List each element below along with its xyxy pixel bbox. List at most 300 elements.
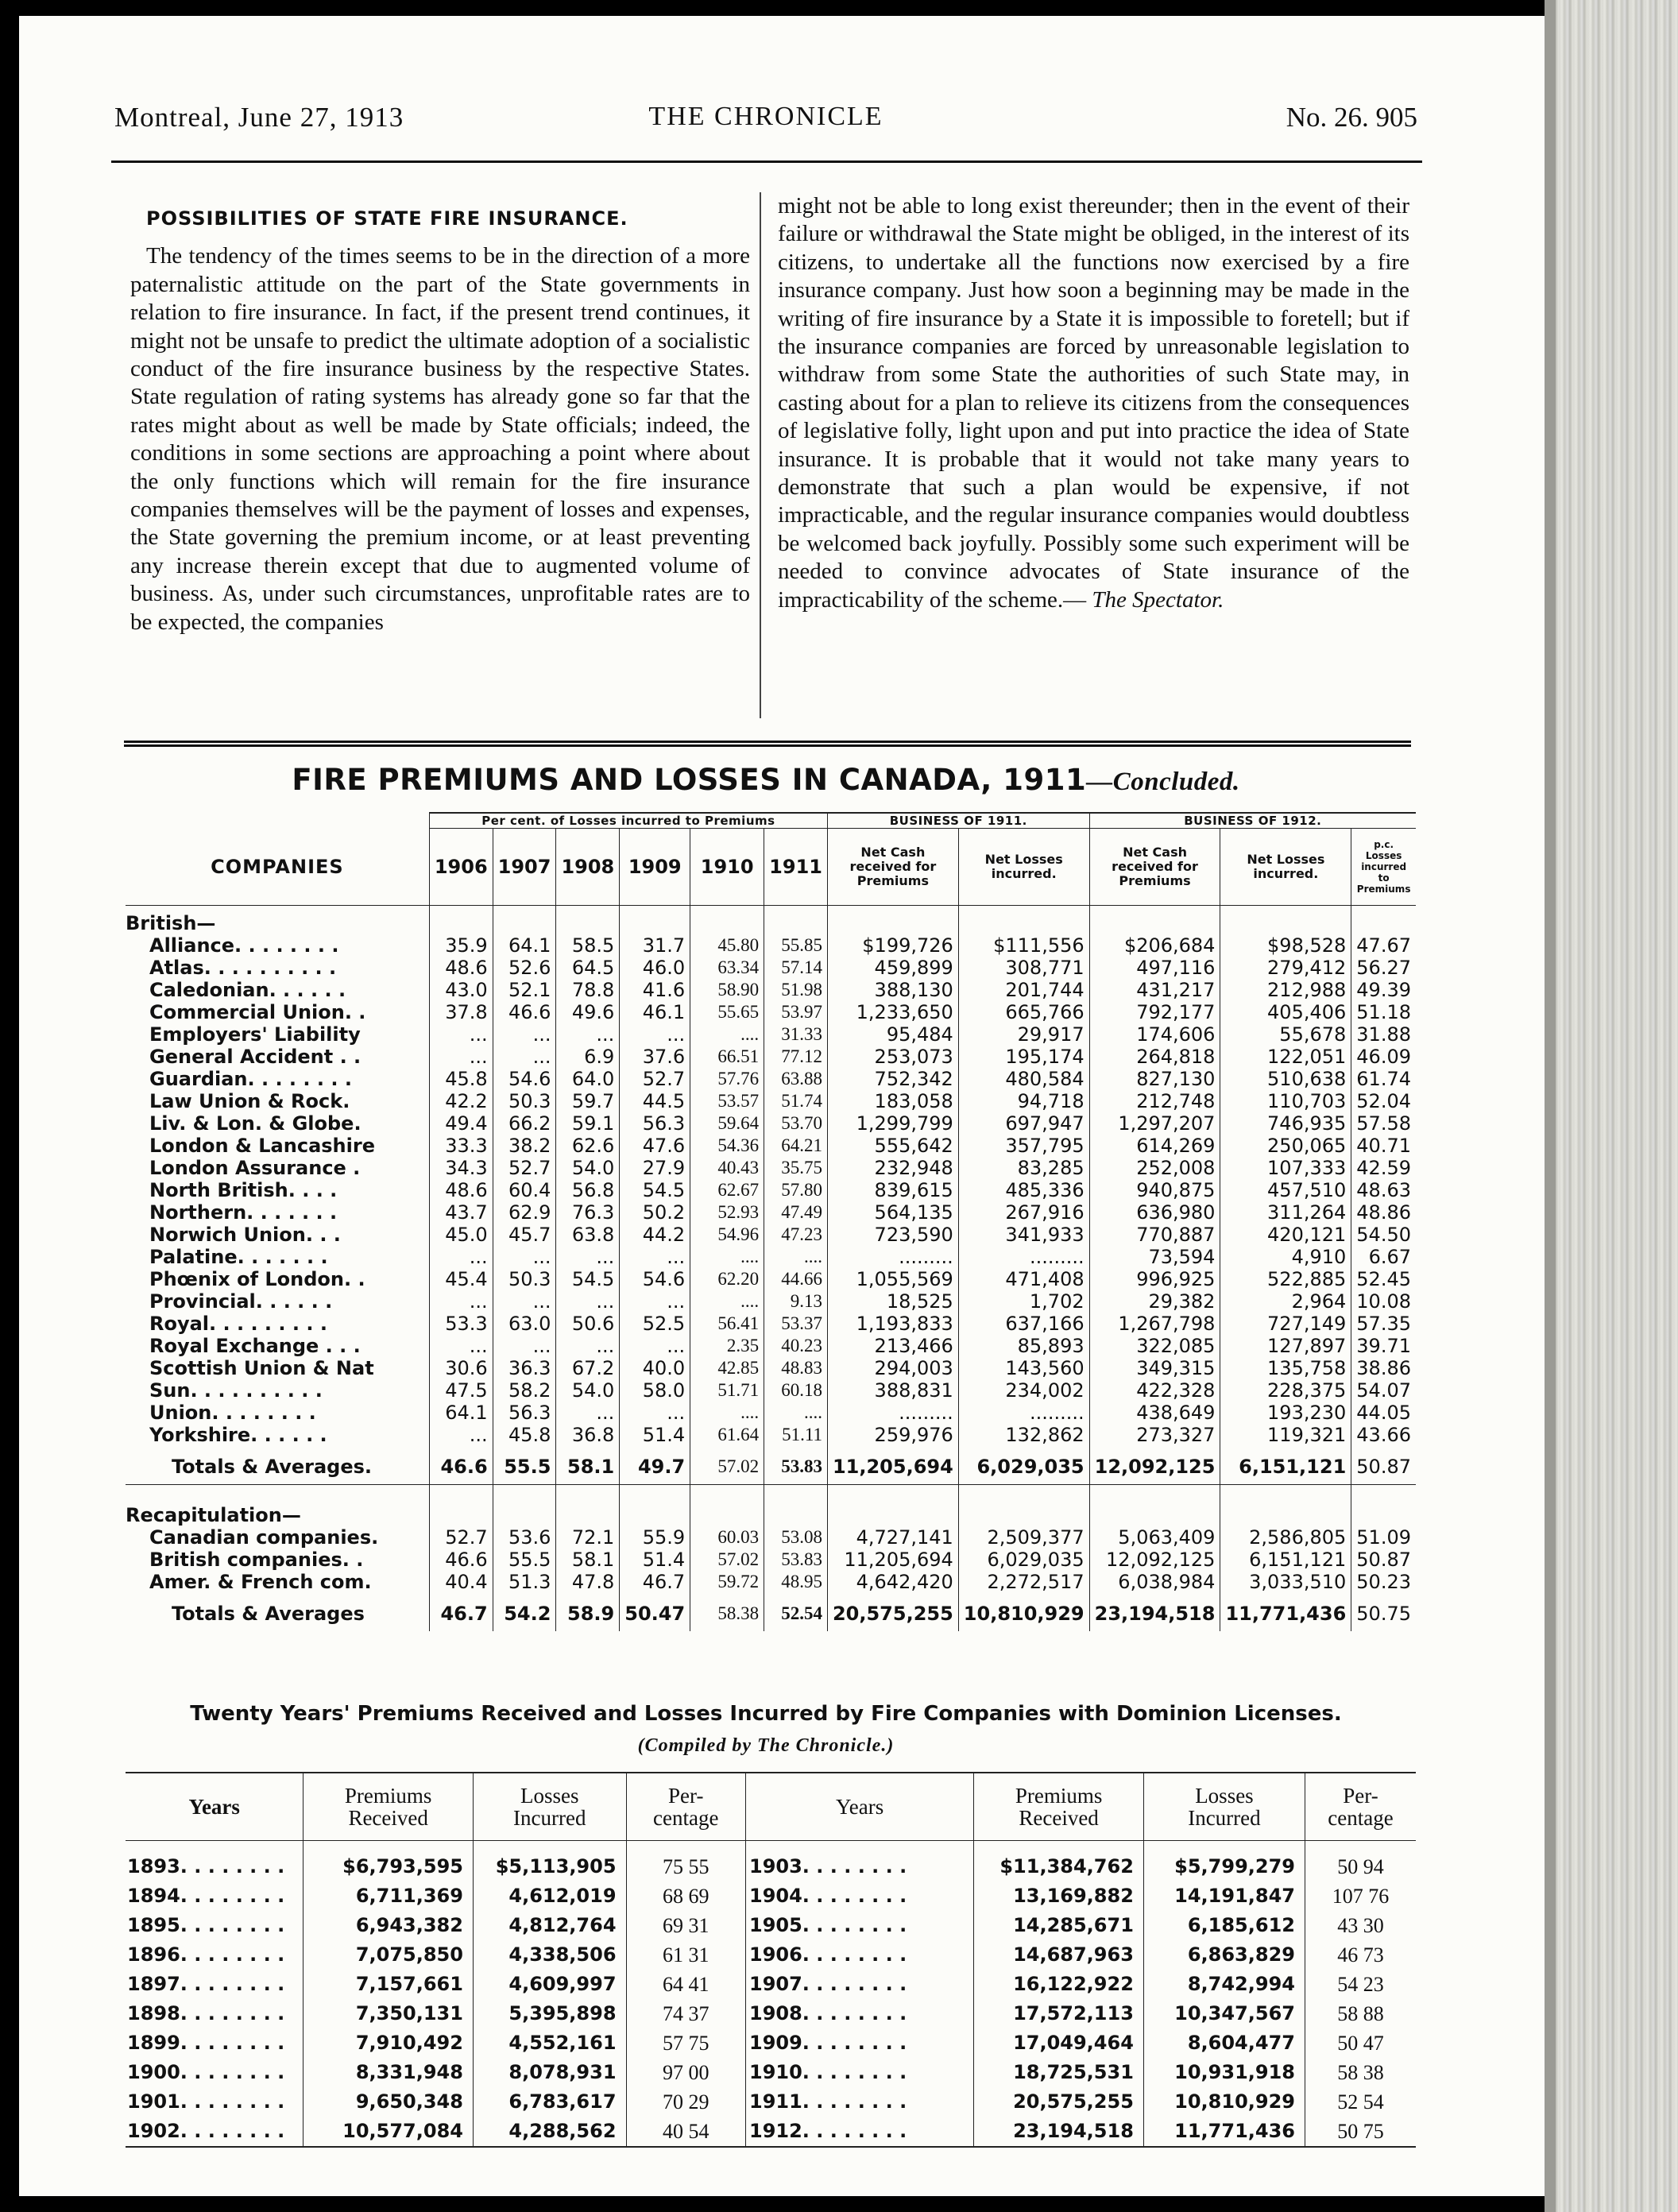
year-cell: 1907. . . . . . . .	[746, 1970, 974, 1999]
premiums-cell: 7,910,492	[304, 2028, 474, 2058]
cash-1911-cell: 294,003	[827, 1357, 958, 1379]
percentage-cell: 52 54	[1305, 2087, 1416, 2117]
cash-1911-cell: 259,976	[827, 1424, 958, 1446]
company-cell: Totals & Averages.	[172, 1456, 373, 1478]
losses-cell: 11,771,436	[1143, 2117, 1305, 2147]
pct-1908-cell: 58.1	[556, 1549, 620, 1571]
cash-1912-cell: 770,887	[1089, 1224, 1220, 1246]
losses-1911-cell: 83,285	[958, 1157, 1089, 1179]
losses-1912-cell: 727,149	[1220, 1313, 1351, 1335]
group-header-percent: Per cent. of Losses incurred to Premiums	[429, 813, 827, 829]
cash-1911-cell: 232,948	[827, 1157, 958, 1179]
year-cell: 1897. . . . . . . .	[127, 1973, 285, 1995]
percentage-cell: 50 75	[1305, 2117, 1416, 2147]
pct-1909-cell: 27.9	[620, 1157, 690, 1179]
pct-1908-cell: 47.8	[556, 1571, 620, 1593]
losses-1912-cell: 127,897	[1220, 1335, 1351, 1357]
year-cell: 1908. . . . . . . .	[746, 1999, 974, 2028]
cash-1912-cell: 1,267,798	[1089, 1313, 1220, 1335]
company-cell: Atlas. . . . . . . . . .	[149, 957, 337, 979]
pct-1911-cell: 57.80	[764, 1179, 828, 1201]
premiums-cell: 7,075,850	[304, 1940, 474, 1970]
pct-1906-cell: 48.6	[429, 1179, 493, 1201]
cash-1911-cell: 213,466	[827, 1335, 958, 1357]
pct-1909-cell: 46.1	[620, 1001, 690, 1023]
pct-1908-cell: 78.8	[556, 979, 620, 1001]
year-cell: 1898. . . . . . . .	[127, 2002, 285, 2024]
premiums-cell: 13,169,882	[974, 1881, 1144, 1911]
year-row	[126, 1911, 1416, 1940]
cash-1911-cell: 723,590	[827, 1224, 958, 1246]
pct-losses-1912-cell: 42.59	[1351, 1157, 1416, 1179]
pct-1906-cell: 30.6	[429, 1357, 493, 1379]
pct-1911-cell: 64.21	[764, 1135, 828, 1157]
company-row	[126, 1112, 1416, 1135]
column-divider	[760, 192, 761, 718]
pct-1911-cell: 53.97	[764, 1001, 828, 1023]
year-cell: 1893. . . . . . . .	[127, 1855, 285, 1877]
losses-1912-cell: 510,638	[1220, 1068, 1351, 1090]
losses-1911-cell: 201,744	[958, 979, 1089, 1001]
cash-1912-cell: 1,297,207	[1089, 1112, 1220, 1135]
masthead	[114, 102, 1417, 141]
pct-1909-cell: 54.6	[620, 1268, 690, 1290]
pct-1907-cell: 58.2	[493, 1379, 556, 1402]
losses-cell: 6,863,829	[1143, 1940, 1305, 1970]
pct-1910-cell: 66.51	[690, 1046, 764, 1068]
losses-cell: 10,931,918	[1143, 2058, 1305, 2087]
cash-1911-cell: 1,233,650	[827, 1001, 958, 1023]
losses-1912-cell: 193,230	[1220, 1402, 1351, 1424]
pct-1906-cell: 43.0	[429, 979, 493, 1001]
year-cell: 1894. . . . . . . .	[127, 1885, 285, 1907]
pct-1911-cell: ....	[764, 1402, 828, 1424]
cash-1911-cell: 253,073	[827, 1046, 958, 1068]
year-cell: 1903. . . . . . . .	[746, 1841, 974, 1882]
cash-1911-cell: 4,642,420	[827, 1571, 958, 1593]
losses-cell: 4,288,562	[473, 2117, 626, 2147]
year-cell: 1912. . . . . . . .	[746, 2117, 974, 2147]
recap-row	[126, 1549, 1416, 1571]
section-british	[126, 906, 1416, 935]
premiums-cell: 18,725,531	[974, 2058, 1144, 2087]
losses-1911-cell: 697,947	[958, 1112, 1089, 1135]
header-rule	[111, 160, 1422, 163]
company-cell: Sun. . . . . . . . . .	[149, 1379, 323, 1402]
pct-1907-cell: 36.3	[493, 1357, 556, 1379]
pct-1907-cell: 52.7	[493, 1157, 556, 1179]
company-cell: Employers' Liability	[149, 1023, 361, 1046]
percentage-cell: 70 29	[626, 2087, 745, 2117]
totals-row	[126, 1446, 1416, 1485]
company-row	[126, 1157, 1416, 1179]
pct-losses-1912-cell: 43.66	[1351, 1424, 1416, 1446]
cash-1911-cell: 11,205,694	[827, 1549, 958, 1571]
pct-1908-cell: 59.7	[556, 1090, 620, 1112]
losses-1911-cell: 85,893	[958, 1335, 1089, 1357]
company-row	[126, 1313, 1416, 1335]
premiums-cell: 10,577,084	[304, 2117, 474, 2147]
cash-1912-cell: 73,594	[1089, 1246, 1220, 1268]
losses-cell: 8,742,994	[1143, 1970, 1305, 1999]
cash-1911-cell: .........	[827, 1246, 958, 1268]
premiums-cell: 20,575,255	[974, 2087, 1144, 2117]
column-header-1910: 1910	[690, 829, 764, 906]
premiums-cell: $11,384,762	[974, 1841, 1144, 1882]
company-row	[126, 1001, 1416, 1023]
pct-losses-1912-cell: 50.23	[1351, 1571, 1416, 1593]
pct-losses-1912-cell: 51.09	[1351, 1526, 1416, 1549]
pct-1909-cell: 54.5	[620, 1179, 690, 1201]
pct-1909-cell: 46.7	[620, 1571, 690, 1593]
cash-1911-cell: 388,130	[827, 979, 958, 1001]
pct-losses-1912-cell: 57.58	[1351, 1112, 1416, 1135]
masthead-title: THE CHRONICLE	[648, 102, 883, 131]
year-cell: 1909. . . . . . . .	[746, 2028, 974, 2058]
company-cell: Royal Exchange . . .	[149, 1335, 361, 1357]
pct-1909-cell: 51.4	[620, 1549, 690, 1571]
pct-1909-cell: 50.2	[620, 1201, 690, 1224]
pct-losses-1912-cell: 57.35	[1351, 1313, 1416, 1335]
losses-1912-cell: 107,333	[1220, 1157, 1351, 1179]
pct-1906-cell: 46.6	[429, 1446, 493, 1485]
cash-1911-cell: .........	[827, 1402, 958, 1424]
percentage-cell: 50 94	[1305, 1841, 1416, 1882]
cash-1912-cell: 5,063,409	[1089, 1526, 1220, 1549]
company-row	[126, 1224, 1416, 1246]
pct-1910-cell: 54.36	[690, 1135, 764, 1157]
losses-cell: $5,799,279	[1143, 1841, 1305, 1882]
pct-1908-cell: 58.1	[556, 1446, 620, 1485]
pct-1910-cell: 55.65	[690, 1001, 764, 1023]
pct-1909-cell: 55.9	[620, 1526, 690, 1549]
losses-1911-cell: 267,916	[958, 1201, 1089, 1224]
pct-1906-cell: 45.8	[429, 1068, 493, 1090]
losses-cell: 10,347,567	[1143, 1999, 1305, 2028]
company-cell: Palatine. . . . . . .	[149, 1246, 328, 1268]
pct-1911-cell: ....	[764, 1246, 828, 1268]
pct-1907-cell: 66.2	[493, 1112, 556, 1135]
pct-1910-cell: 62.67	[690, 1179, 764, 1201]
pct-1908-cell: 56.8	[556, 1179, 620, 1201]
losses-1912-cell: 4,910	[1220, 1246, 1351, 1268]
section-british-label: British—	[126, 912, 216, 934]
pct-1907-cell: 60.4	[493, 1179, 556, 1201]
pct-1909-cell: 50.47	[620, 1593, 690, 1631]
column-header-1911: 1911	[764, 829, 828, 906]
percentage-cell: 40 54	[626, 2117, 745, 2147]
losses-1912-cell: 420,121	[1220, 1224, 1351, 1246]
column-header-1908: 1908	[556, 829, 620, 906]
pct-1909-cell: 40.0	[620, 1357, 690, 1379]
company-cell: Liv. & Lon. & Globe.	[149, 1112, 362, 1135]
losses-1911-cell: .........	[958, 1246, 1089, 1268]
pct-1910-cell: 56.41	[690, 1313, 764, 1335]
company-row	[126, 1201, 1416, 1224]
section-recapitulation	[126, 1498, 1416, 1526]
cash-1912-cell: 6,038,984	[1089, 1571, 1220, 1593]
pct-1906-cell: ...	[429, 1046, 493, 1068]
pct-1910-cell: 45.80	[690, 934, 764, 957]
pct-1908-cell: 58.9	[556, 1593, 620, 1631]
pct-1907-cell: ...	[493, 1335, 556, 1357]
column-header-net-losses-1912: Net Losses incurred.	[1220, 829, 1351, 906]
column-header-percentage-left: Per- centage	[626, 1773, 745, 1841]
losses-1911-cell: 637,166	[958, 1313, 1089, 1335]
cash-1911-cell: 11,205,694	[827, 1446, 958, 1485]
cash-1912-cell: 497,116	[1089, 957, 1220, 979]
cash-1911-cell: 839,615	[827, 1179, 958, 1201]
pct-1911-cell: 63.88	[764, 1068, 828, 1090]
company-cell: Northern. . . . . . .	[149, 1201, 338, 1224]
losses-1912-cell: 122,051	[1220, 1046, 1351, 1068]
recap-totals-row	[126, 1593, 1416, 1631]
company-row	[126, 1179, 1416, 1201]
losses-1912-cell: 228,375	[1220, 1379, 1351, 1402]
pct-1906-cell: 33.3	[429, 1135, 493, 1157]
pct-1910-cell: ....	[690, 1402, 764, 1424]
column-header-premiums-left: Premiums Received	[304, 1773, 474, 1841]
pct-1909-cell: 58.0	[620, 1379, 690, 1402]
pct-1909-cell: 47.6	[620, 1135, 690, 1157]
pct-1908-cell: 62.6	[556, 1135, 620, 1157]
year-cell: 1904. . . . . . . .	[746, 1881, 974, 1911]
pct-1907-cell: ...	[493, 1046, 556, 1068]
pct-1907-cell: 45.8	[493, 1424, 556, 1446]
pct-1908-cell: 50.6	[556, 1313, 620, 1335]
losses-1911-cell: 29,917	[958, 1023, 1089, 1046]
pct-1907-cell: 50.3	[493, 1268, 556, 1290]
premiums-cell: 6,943,382	[304, 1911, 474, 1940]
pct-1907-cell: 64.1	[493, 934, 556, 957]
company-row	[126, 1290, 1416, 1313]
column-header-companies: COMPANIES	[126, 829, 429, 906]
company-row	[126, 1246, 1416, 1268]
losses-cell: 6,783,617	[473, 2087, 626, 2117]
percentage-cell: 68 69	[626, 1881, 745, 1911]
company-cell: British companies. .	[149, 1549, 364, 1571]
pct-1906-cell: 64.1	[429, 1402, 493, 1424]
masthead-date: Montreal, June 27, 1913	[114, 102, 404, 133]
fire-premiums-table	[126, 812, 1416, 1631]
cash-1912-cell: 252,008	[1089, 1157, 1220, 1179]
company-row	[126, 1402, 1416, 1424]
cash-1911-cell: 555,642	[827, 1135, 958, 1157]
pct-1910-cell: 60.03	[690, 1526, 764, 1549]
pct-1906-cell: 48.6	[429, 957, 493, 979]
pct-1910-cell: ....	[690, 1290, 764, 1313]
pct-losses-1912-cell: 6.67	[1351, 1246, 1416, 1268]
cash-1912-cell: 422,328	[1089, 1379, 1220, 1402]
cash-1912-cell: 29,382	[1089, 1290, 1220, 1313]
twenty-years-subtitle: (Compiled by The Chronicle.)	[637, 1735, 895, 1756]
pct-1911-cell: 48.95	[764, 1571, 828, 1593]
year-row	[126, 1881, 1416, 1911]
article-column-right	[778, 192, 1409, 614]
pct-losses-1912-cell: 49.39	[1351, 979, 1416, 1001]
pct-1906-cell: 40.4	[429, 1571, 493, 1593]
pct-losses-1912-cell: 39.71	[1351, 1335, 1416, 1357]
pct-losses-1912-cell: 48.86	[1351, 1201, 1416, 1224]
company-row	[126, 1379, 1416, 1402]
pct-1906-cell: 45.0	[429, 1224, 493, 1246]
year-cell: 1910. . . . . . . .	[746, 2058, 974, 2087]
pct-1909-cell: ...	[620, 1023, 690, 1046]
percentage-cell: 97 00	[626, 2058, 745, 2087]
pct-1910-cell: 63.34	[690, 957, 764, 979]
company-row	[126, 1090, 1416, 1112]
losses-cell: 14,191,847	[1143, 1881, 1305, 1911]
pct-losses-1912-cell: 44.05	[1351, 1402, 1416, 1424]
losses-1911-cell: 132,862	[958, 1424, 1089, 1446]
pct-1907-cell: 46.6	[493, 1001, 556, 1023]
pct-1907-cell: 63.0	[493, 1313, 556, 1335]
year-row	[126, 2028, 1416, 2058]
pct-1907-cell: 54.6	[493, 1068, 556, 1090]
pct-1911-cell: 51.74	[764, 1090, 828, 1112]
pct-losses-1912-cell: 31.88	[1351, 1023, 1416, 1046]
losses-cell: 10,810,929	[1143, 2087, 1305, 2117]
pct-1910-cell: 52.93	[690, 1201, 764, 1224]
premiums-cell: 17,572,113	[974, 1999, 1144, 2028]
cash-1912-cell: 940,875	[1089, 1179, 1220, 1201]
pct-1909-cell: 41.6	[620, 979, 690, 1001]
cash-1912-cell: 212,748	[1089, 1090, 1220, 1112]
book-binding-edge	[1545, 0, 1678, 2212]
year-cell: 1906. . . . . . . .	[746, 1940, 974, 1970]
losses-1912-cell: 2,964	[1220, 1290, 1351, 1313]
group-header-business-1912: BUSINESS OF 1912.	[1089, 813, 1416, 829]
pct-losses-1912-cell: 10.08	[1351, 1290, 1416, 1313]
cash-1912-cell: 12,092,125	[1089, 1549, 1220, 1571]
losses-1912-cell: $98,528	[1220, 934, 1351, 957]
percentage-cell: 57 75	[626, 2028, 745, 2058]
pct-1911-cell: 53.37	[764, 1313, 828, 1335]
percentage-cell: 54 23	[1305, 1970, 1416, 1999]
pct-1911-cell: 55.85	[764, 934, 828, 957]
losses-1911-cell: 234,002	[958, 1379, 1089, 1402]
pct-1909-cell: 51.4	[620, 1424, 690, 1446]
cash-1912-cell: $206,684	[1089, 934, 1220, 957]
losses-1911-cell: 341,933	[958, 1224, 1089, 1246]
article-column-left	[130, 195, 750, 636]
pct-losses-1912-cell: 56.27	[1351, 957, 1416, 979]
losses-1911-cell: 6,029,035	[958, 1549, 1089, 1571]
pct-1909-cell: 37.6	[620, 1046, 690, 1068]
pct-losses-1912-cell: 52.45	[1351, 1268, 1416, 1290]
pct-1906-cell: ...	[429, 1246, 493, 1268]
pct-1906-cell: ...	[429, 1424, 493, 1446]
company-cell: Amer. & French com.	[149, 1571, 372, 1593]
losses-1912-cell: 250,065	[1220, 1135, 1351, 1157]
pct-1911-cell: 31.33	[764, 1023, 828, 1046]
cash-1911-cell: 4,727,141	[827, 1526, 958, 1549]
pct-1908-cell: 6.9	[556, 1046, 620, 1068]
company-row	[126, 1268, 1416, 1290]
year-row	[126, 2117, 1416, 2147]
cash-1911-cell: 1,299,799	[827, 1112, 958, 1135]
losses-cell: 4,338,506	[473, 1940, 626, 1970]
losses-1912-cell: 405,406	[1220, 1001, 1351, 1023]
pct-1911-cell: 60.18	[764, 1379, 828, 1402]
pct-1908-cell: 72.1	[556, 1526, 620, 1549]
year-cell: 1895. . . . . . . .	[127, 1914, 285, 1936]
losses-1912-cell: 311,264	[1220, 1201, 1351, 1224]
pct-1909-cell: ...	[620, 1402, 690, 1424]
pct-1908-cell: ...	[556, 1246, 620, 1268]
losses-1911-cell: 2,272,517	[958, 1571, 1089, 1593]
losses-cell: 4,609,997	[473, 1970, 626, 1999]
company-cell: Union. . . . . . . .	[149, 1402, 316, 1424]
company-cell: Caledonian. . . . . .	[149, 979, 346, 1001]
losses-1911-cell: 471,408	[958, 1268, 1089, 1290]
company-cell: Totals & Averages	[172, 1603, 365, 1625]
company-cell: General Accident . .	[149, 1046, 362, 1068]
pct-losses-1912-cell: 61.74	[1351, 1068, 1416, 1090]
losses-1911-cell: 10,810,929	[958, 1593, 1089, 1631]
pct-1906-cell: 45.4	[429, 1268, 493, 1290]
premiums-cell: 14,285,671	[974, 1911, 1144, 1940]
fire-table-title-concluded: —Concluded.	[1086, 768, 1240, 796]
pct-1911-cell: 40.23	[764, 1335, 828, 1357]
twenty-years-title: Twenty Years' Premiums Received and Losses Incurred by Fire Companies with Dominion Licenses.	[190, 1702, 1342, 1726]
pct-1906-cell: 43.7	[429, 1201, 493, 1224]
pct-1908-cell: 67.2	[556, 1357, 620, 1379]
pct-1910-cell: 53.57	[690, 1090, 764, 1112]
pct-1908-cell: 49.6	[556, 1001, 620, 1023]
percentage-cell: 75 55	[626, 1841, 745, 1882]
column-header-years-right: Years	[746, 1773, 974, 1841]
company-row	[126, 934, 1416, 957]
premiums-cell: 8,331,948	[304, 2058, 474, 2087]
pct-1908-cell: 64.0	[556, 1068, 620, 1090]
pct-1911-cell: 77.12	[764, 1046, 828, 1068]
company-cell: Commercial Union. .	[149, 1001, 366, 1023]
company-row	[126, 1357, 1416, 1379]
column-header-1907: 1907	[493, 829, 556, 906]
company-cell: Canadian companies.	[149, 1526, 379, 1549]
pct-1910-cell: 57.02	[690, 1446, 764, 1485]
pct-1906-cell: 46.7	[429, 1593, 493, 1631]
column-header-losses-right: Losses Incurred	[1143, 1773, 1305, 1841]
percentage-cell: 58 88	[1305, 1999, 1416, 2028]
percentage-cell: 46 73	[1305, 1940, 1416, 1970]
year-row	[126, 1940, 1416, 1970]
pct-1910-cell: 57.76	[690, 1068, 764, 1090]
losses-1911-cell: 143,560	[958, 1357, 1089, 1379]
losses-1912-cell: 2,586,805	[1220, 1526, 1351, 1549]
premiums-cell: 17,049,464	[974, 2028, 1144, 2058]
cash-1912-cell: 614,269	[1089, 1135, 1220, 1157]
company-cell: Phœnix of London. .	[149, 1268, 365, 1290]
fire-table-title-main: FIRE PREMIUMS AND LOSSES IN CANADA, 1911	[292, 763, 1087, 797]
pct-1909-cell: 31.7	[620, 934, 690, 957]
pct-1906-cell: 37.8	[429, 1001, 493, 1023]
premiums-cell: 16,122,922	[974, 1970, 1144, 1999]
pct-1910-cell: 61.64	[690, 1424, 764, 1446]
losses-1912-cell: 55,678	[1220, 1023, 1351, 1046]
losses-1912-cell: 135,758	[1220, 1357, 1351, 1379]
pct-1908-cell: 54.0	[556, 1157, 620, 1179]
pct-1909-cell: 56.3	[620, 1112, 690, 1135]
pct-losses-1912-cell: 40.71	[1351, 1135, 1416, 1157]
pct-1911-cell: 48.83	[764, 1357, 828, 1379]
cash-1911-cell: 95,484	[827, 1023, 958, 1046]
pct-losses-1912-cell: 54.07	[1351, 1379, 1416, 1402]
cash-1912-cell: 174,606	[1089, 1023, 1220, 1046]
masthead-page-number: No. 26. 905	[1286, 102, 1417, 133]
premiums-cell: 6,711,369	[304, 1881, 474, 1911]
